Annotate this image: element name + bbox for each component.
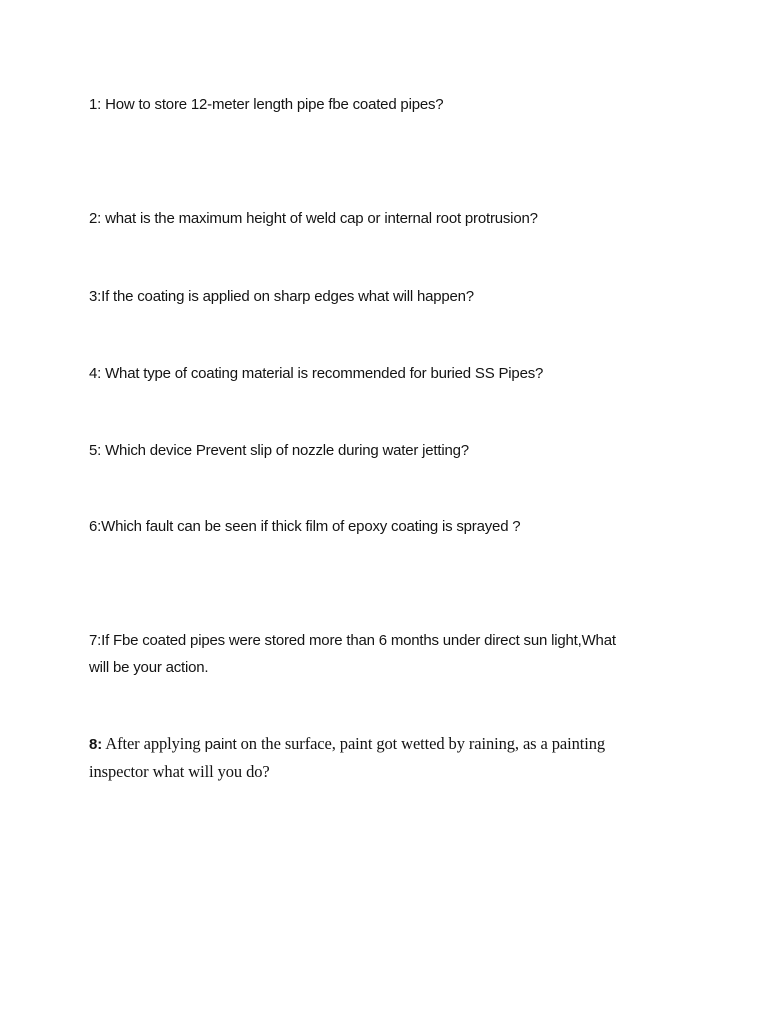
question-text: what is the maximum height of weld cap or internal root protrusion?: [101, 210, 538, 227]
question-3: [89, 283, 669, 310]
question-number: 8:: [89, 736, 103, 753]
question-text-after: on the surface, paint got wetted by raining, as a painting inspector what will you do?: [89, 734, 606, 781]
question-8: [89, 730, 664, 785]
question-number: 6:: [89, 518, 102, 535]
question-2: [89, 205, 669, 232]
question-text: Which fault can be seen if thick film of epoxy coating is sprayed ?: [101, 518, 521, 535]
question-text: What type of coating material is recommended for buried SS Pipes?: [101, 365, 544, 382]
question-number: 7:: [89, 632, 102, 649]
question-text: If the coating is applied on sharp edges what will happen?: [101, 288, 474, 305]
question-text: How to store 12-meter length pipe fbe coated pipes?: [101, 96, 444, 113]
question-4: [89, 360, 669, 387]
question-5: [89, 437, 669, 464]
question-text: Which device Prevent slip of nozzle during water jetting?: [101, 442, 469, 459]
question-number: 1:: [89, 96, 102, 113]
question-1: [89, 91, 669, 118]
question-number: 5:: [89, 442, 102, 459]
question-number: 3:: [89, 288, 102, 305]
question-text: If Fbe coated pipes were stored more than 6 months under direct sun light,What will be your action.: [89, 632, 616, 676]
question-number: 2:: [89, 210, 102, 227]
question-emphasis-word: paint: [204, 736, 237, 753]
question-6: [89, 513, 669, 540]
question-7: [89, 627, 619, 681]
question-number: 4:: [89, 365, 102, 382]
question-text-before: After applying: [102, 734, 205, 753]
